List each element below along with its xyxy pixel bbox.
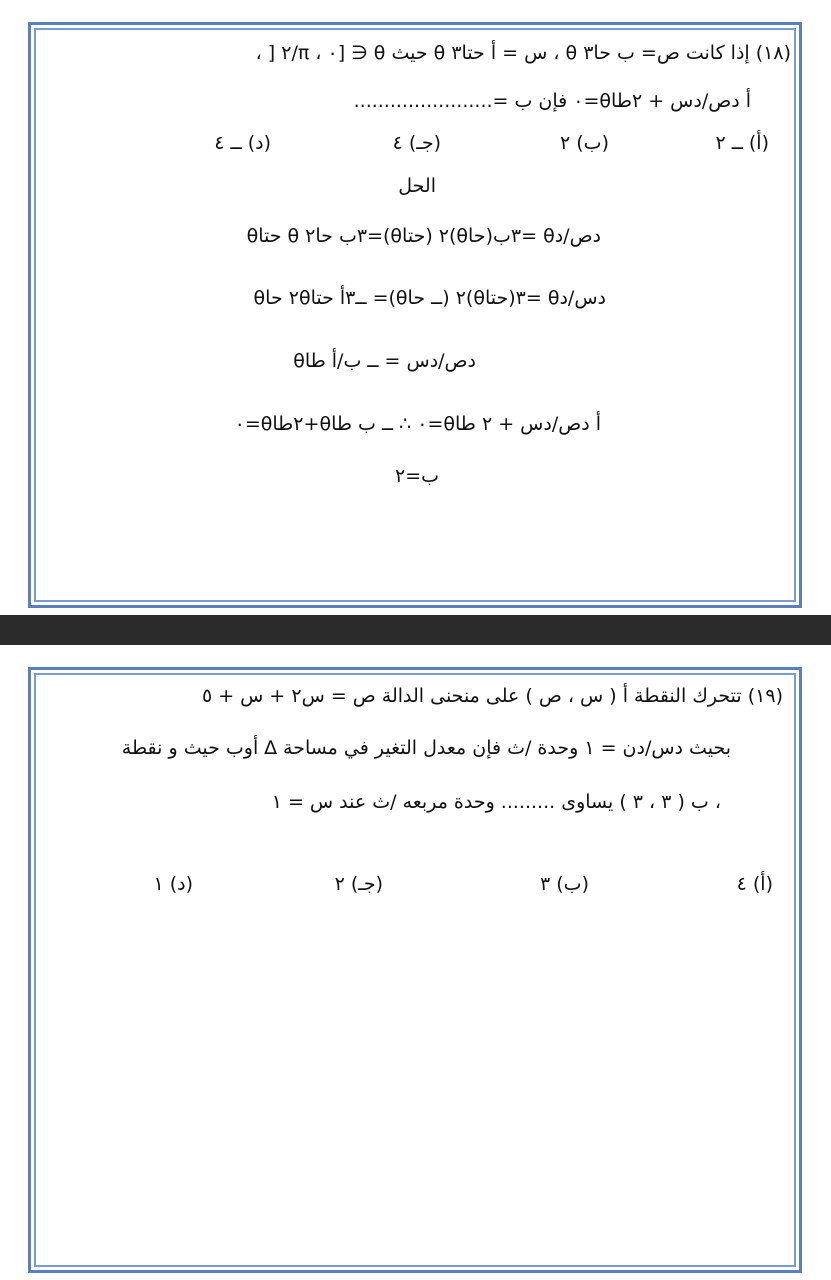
q19-question-line2: بحيث دس/دن = ١ وحدة /ث فإن معدل التغير في مساحة ∆ أوب حيث و نقطة: [121, 737, 731, 759]
q19-question-line3: ، ب ( ٣ ، ٣ ) يساوى ......... وحدة مربعه /ث عند س = ١: [271, 791, 721, 813]
q18-solution-line: أ دص/دس + ٢ طاθ=٠ ∴ ــ ب طاθ+٢طاθ=٠: [234, 413, 601, 435]
q18-question-line1: (١٨) إذا كانت ص= ب حا٣ θ ، س = أ حتا٣ θ حيث θ ∈ [٠ ، π/٢ [ ،: [255, 42, 791, 64]
q18-option-d: (د) ــ ٤: [214, 132, 271, 154]
q19-option-d: (د) ١: [153, 873, 193, 895]
q18-option-c: (جـ) ٤: [392, 132, 441, 154]
q18-solution-line: دص/دθ =٣ب(حاθ)٢ (حتاθ)=٣ب حا٢ θ حتاθ: [246, 225, 601, 247]
q18-solution-line: دص/دس = ــ ب/أ طاθ: [293, 350, 476, 372]
q18-solution-line: ب=٢: [394, 465, 439, 487]
q19-option-a: (أ) ٤: [736, 873, 773, 895]
q19-question-line1: (١٩) تتحرك النقطة أ ( س ، ص ) على منحنى الدالة ص = س٢ + س + ٥: [201, 685, 783, 707]
q18-question-line2: أ دص/دس + ٢طاθ=٠ فإن ب =.......................: [353, 90, 751, 112]
q19-option-b: (ب) ٣: [540, 873, 589, 895]
question-19-page: [0, 645, 831, 1280]
page-separator: [0, 615, 831, 645]
q18-option-b: (ب) ٢: [560, 132, 609, 154]
q19-option-c: (جـ) ٢: [334, 873, 383, 895]
q18-solution-title: الحل: [398, 175, 436, 197]
q18-solution-line: دس/دθ =٣(حتاθ)٢ (ــ حاθ)= ــ٣أ حتا٢θ حاθ: [253, 287, 606, 309]
question-18-page: [0, 0, 831, 615]
q18-option-a: (أ) ــ ٢: [715, 132, 769, 154]
